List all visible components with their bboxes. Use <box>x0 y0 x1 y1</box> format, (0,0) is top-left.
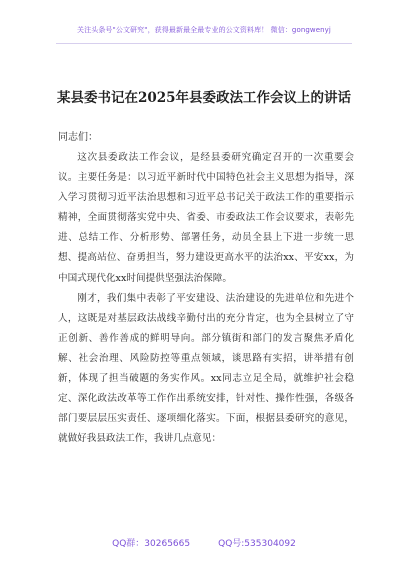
document-title: 某县委书记在2025年县委政法工作会议上的讲话 <box>56 90 352 106</box>
header-promo-note: 关注头条号"公文研究"，获得最新最全最专业的公文资料库！ 微信：gongwenyj <box>77 26 331 34</box>
footer-qq-group: QQ群：30265665 <box>112 539 191 549</box>
footer-contact <box>0 536 408 549</box>
salutation: 同志们： <box>58 132 98 143</box>
header-divider <box>56 43 352 44</box>
document-body <box>58 148 354 449</box>
footer-qq-number: QQ号:535304092 <box>218 539 296 549</box>
body-paragraph-1: 这次县委政法工作会议，是经县委研究确定召开的一次重要会议。主要任务是：以习近平新时代中国特色社会主义思想为指导，深入学习贯彻习近平法治思想和习近平总书记关于政法工作的重要指示精神，全面贯彻落实党中央、省委、市委政法工作会议要求，表彰先进、总结工作、分析形势、部署任务，动员全县上下进一步统一思想、提高站位、奋勇担当，努力建设更高水平的法治xx、平安xx，为中国式现代化xx时间提供坚强法治保障。 <box>58 152 354 284</box>
body-paragraph-2: 刚才，我们集中表彰了平安建设、法治建设的先进单位和先进个人，这既是对基层政法战线辛勤付出的充分肯定，也为全县树立了守正创新、善作善成的鲜明导向。部分镇街和部门的发言聚焦矛盾化解、社会治理、风险防控等重点领域，谈思路有实招，讲举措有创新，体现了担当破题的务实作风。xx同志立足全局，就维护社会稳定、深化政法改革等工作作出系统安排，针对性、操作性强，各级各部门要层层压实责任、逐项细化落实。下面，根据县委研究的意见，就做好我县政法工作，我讲几点意见： <box>58 292 354 445</box>
